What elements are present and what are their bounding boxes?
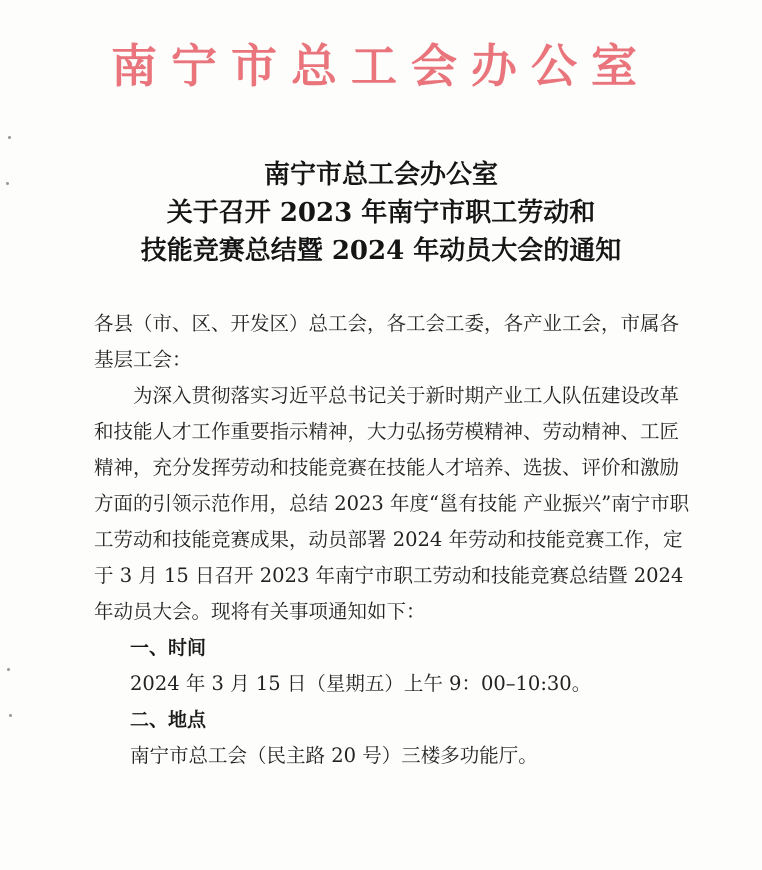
section-content-time: 2024 年 3 月 15 日（星期五）上午 9：00–10:30。 bbox=[130, 672, 592, 695]
document-title bbox=[0, 156, 762, 270]
section-content-location: 南宁市总工会（民主路 20 号）三楼多功能厅。 bbox=[130, 744, 538, 767]
scan-speck bbox=[9, 714, 12, 717]
scan-speck bbox=[7, 668, 10, 671]
scan-speck bbox=[8, 136, 11, 139]
letterhead: 南宁市总工会办公室 bbox=[111, 39, 651, 93]
addressee: 各县（市、区、开发区）总工会，各工会工委，各产业工会，市属各基层工会： bbox=[94, 312, 680, 371]
title-line-2: 关于召开 2023 年南宁市职工劳动和 bbox=[166, 198, 596, 228]
intro-paragraph: 为深入贯彻落实习近平总书记关于新时期产业工人队伍建设改革和技能人才工作重要指示精神，大力弘扬劳模精神、劳动精神、工匠精神，充分发挥劳动和技能竞赛在技能人才培养、选拔、评价和激励方面的引领示范作用，总结 2023 年度“邕有技能 产业振兴”南宁市职工劳动和技能竞赛成果，动员部署 2024 年劳动和技能竞赛工作，定于 3 月 15 日召开 2023 年南宁市职工劳动和技能竞赛总结暨 2024 年动员大会。现将有关事项通知如下： bbox=[94, 384, 690, 623]
scan-speck bbox=[6, 182, 9, 185]
document-body bbox=[94, 306, 694, 774]
section-heading-location: 二、地点 bbox=[130, 709, 207, 731]
title-line-3: 技能竞赛总结暨 2024 年动员大会的通知 bbox=[140, 236, 622, 266]
title-line-1: 南宁市总工会办公室 bbox=[263, 160, 498, 190]
section-heading-time: 一、时间 bbox=[130, 637, 207, 659]
